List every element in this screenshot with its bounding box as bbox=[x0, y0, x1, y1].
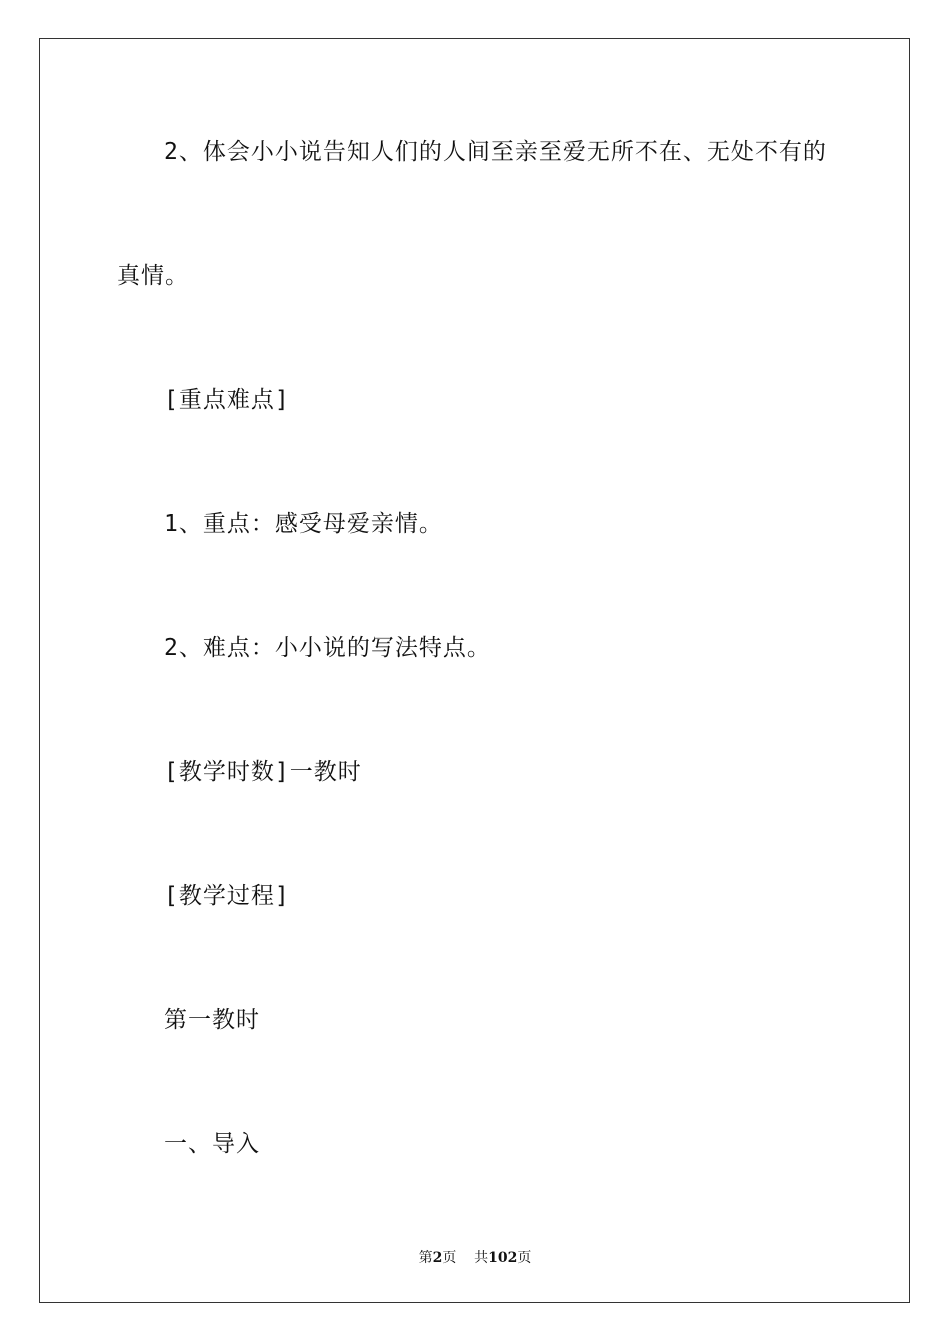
section-heading: [教学过程] bbox=[164, 883, 290, 909]
paragraph-line: 第一教时 bbox=[164, 1007, 260, 1033]
footer-page-prefix: 第 bbox=[418, 1250, 433, 1266]
paragraph-line: 1、重点：感受母爱亲情。 bbox=[164, 511, 443, 537]
page-footer bbox=[0, 1247, 950, 1267]
paragraph-line: 一、导入 bbox=[164, 1131, 260, 1157]
footer-total-suffix: 页 bbox=[517, 1250, 532, 1266]
footer-page-number: 2 bbox=[432, 1250, 443, 1266]
section-heading: [教学时数]一教时 bbox=[164, 759, 362, 785]
paragraph-line: 2、难点：小小说的写法特点。 bbox=[164, 635, 491, 661]
footer-total-prefix: 共 bbox=[474, 1250, 489, 1266]
paragraph-line: 真情。 bbox=[117, 263, 189, 289]
footer-page-suffix: 页 bbox=[442, 1250, 457, 1266]
page-frame bbox=[39, 38, 910, 1303]
paragraph-line: 2、体会小小说告知人们的人间至亲至爱无所不在、无处不有的 bbox=[164, 139, 827, 165]
footer-total-number: 102 bbox=[488, 1250, 518, 1266]
section-heading: [重点难点] bbox=[164, 387, 290, 413]
